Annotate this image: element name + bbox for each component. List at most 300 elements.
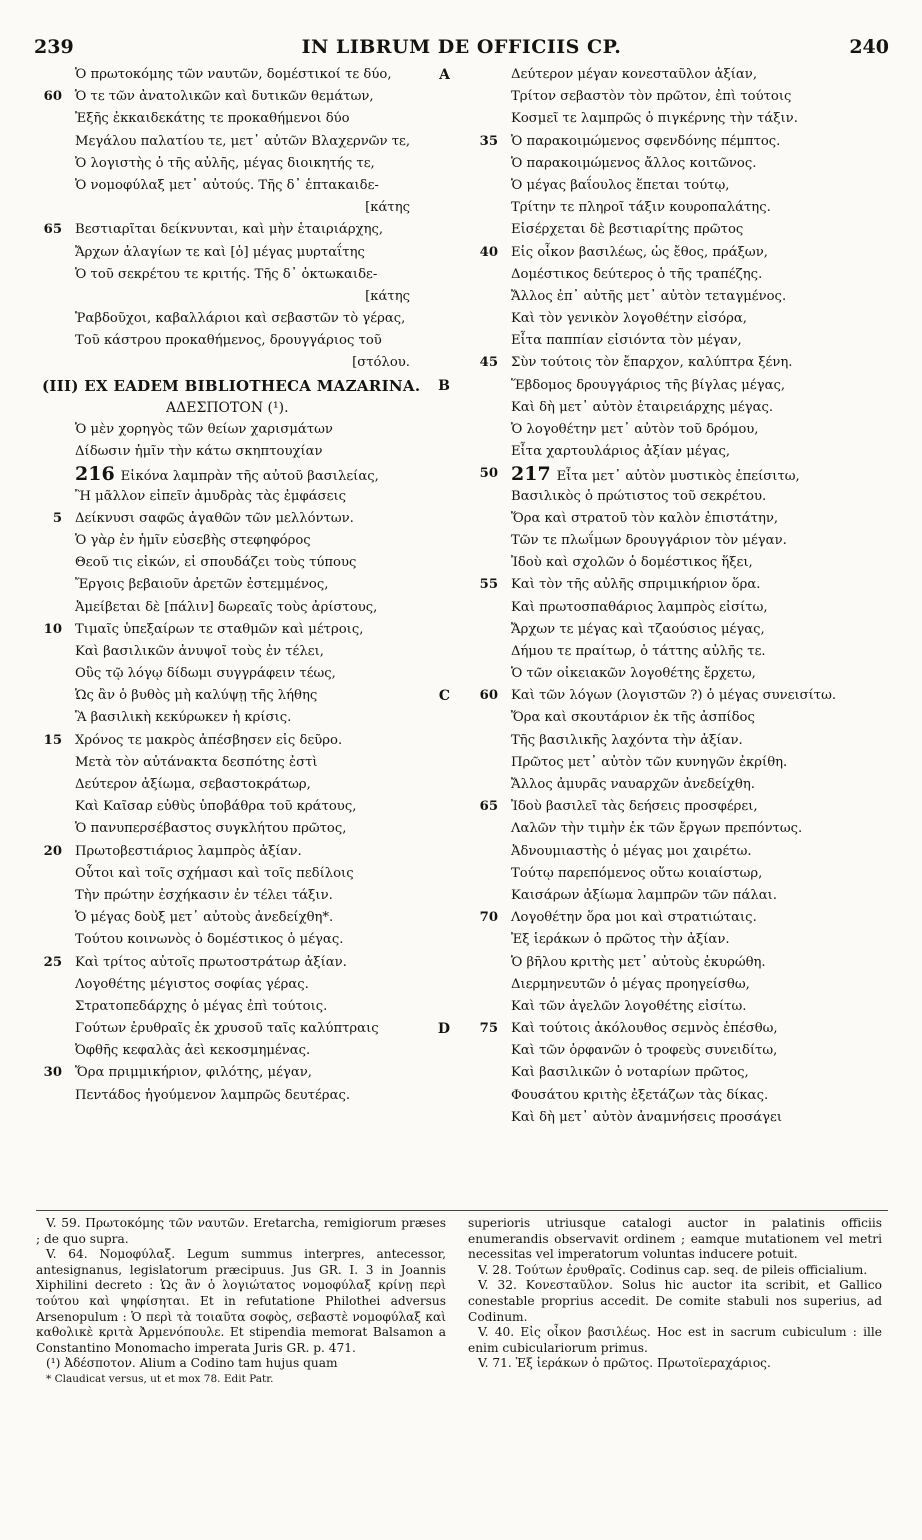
- verse-line: [38, 441, 450, 463]
- verse-text: [75, 64, 392, 86]
- verse-line: [38, 197, 450, 219]
- verse-line: [474, 153, 884, 175]
- verse-words: Ὁ πανυπερσέβαστος συγκλήτου πρῶτος,: [75, 821, 347, 837]
- verse-words: Ὁ πρωτοκόμης τῶν ναυτῶν, δομέστικοί τε δύο,: [75, 67, 392, 82]
- verse-line: [38, 730, 450, 752]
- verse-text: [511, 397, 773, 419]
- verse-words: Χρόνος τε μακρὸς ἀπέσβησεν εἰς δεῦρο.: [75, 732, 343, 748]
- verse-line: [474, 685, 884, 707]
- verse-text: [511, 486, 766, 508]
- verse-line: [474, 863, 884, 885]
- verse-line: [38, 286, 450, 308]
- margin-letter: C: [438, 688, 450, 705]
- verse-text: [511, 574, 760, 596]
- verse-text: [75, 131, 410, 153]
- verse-line: [38, 219, 450, 241]
- running-title: IN LIBRUM DE OFFICIIS CP.: [301, 36, 622, 58]
- verse-text: [75, 974, 309, 996]
- line-number: 60: [479, 688, 498, 704]
- verse-line: [38, 952, 450, 974]
- verse-text: [511, 907, 757, 929]
- verse-line: [474, 219, 884, 241]
- verse-words: Ἄρχων τε μέγας καὶ τζαούσιος μέγας,: [511, 621, 765, 637]
- verse-words: Ὁ μέγας δοὺξ μετ᾽ αὐτοὺς ἀνεδείχθη*.: [75, 910, 334, 926]
- verse-words: Εἰς οἶκον βασιλέως, ὡς ἔθος, πράξων,: [511, 244, 768, 260]
- line-number: 50: [479, 466, 498, 482]
- verse-line: [474, 1018, 884, 1040]
- right-notes: [468, 1216, 882, 1372]
- verse-line: [474, 419, 884, 441]
- page-header: [34, 36, 889, 60]
- verse-line: [38, 463, 450, 485]
- verse-line: [474, 996, 884, 1018]
- verse-line: [38, 397, 450, 419]
- verse-line: [474, 641, 884, 663]
- verse-words: Καὶ βασιλικῶν ἀνυψοῖ τοὺς ἐν τέλει,: [75, 643, 324, 659]
- verse-line: [38, 419, 450, 441]
- verse-text: [511, 685, 836, 707]
- edition-page-marker: 216: [75, 463, 115, 486]
- right-verse-column: [474, 64, 884, 1129]
- verse-line: [474, 352, 884, 374]
- verse-words: (III) EX EADEM BIBLIOTHECA MAZARINA.: [42, 376, 421, 395]
- verse-words: Ὡς ἂν ὁ βυθὸς μὴ καλύψῃ τῆς λήθης: [75, 688, 318, 704]
- note: V. 40. Εἰς οἶκον βασιλέως. Hoc est in sacrum cubiculum : ille enim cubiculariorum primus.: [468, 1325, 882, 1355]
- verse-words: Τιμαῖς ὑπεξαίρων τε σταθμῶν καὶ μέτροις,: [75, 621, 364, 637]
- verse-text: [511, 863, 762, 885]
- verse-words: Πρῶτος μετ᾽ αὐτὸν τῶν κυνηγῶν ἐκρίθη.: [511, 754, 788, 770]
- verse-text: [511, 308, 747, 330]
- verse-line: [38, 308, 450, 330]
- verse-line: [38, 486, 450, 508]
- verse-line: [474, 330, 884, 352]
- verse-line: [474, 1107, 884, 1129]
- verse-words: [στόλου.: [352, 355, 410, 371]
- verse-words: Καὶ τούτοις ἀκόλουθος σεμνὸς ἑπέσθω,: [511, 1021, 778, 1037]
- verse-words: Τούτῳ παρεπόμενος οὕτω κοιαίστωρ,: [511, 865, 763, 881]
- verse-line: [474, 197, 884, 219]
- line-number: 65: [43, 222, 62, 238]
- verse-line: [38, 663, 450, 685]
- verse-line: [38, 375, 450, 397]
- verse-text: [511, 131, 780, 153]
- verse-text: [511, 441, 730, 463]
- verse-line: [474, 397, 884, 419]
- verse-words: Θεοῦ τις εἰκών, εἰ σπουδάζει τοὺς τύπους: [75, 555, 357, 571]
- note: V. 32. Κονεσταῦλον. Solus hic auctor ita scribit, et Gallico conestable proprius accedit. De comite stabuli nos superius, ad Codinum.: [468, 1278, 882, 1324]
- edition-page-marker: 217: [511, 463, 551, 486]
- verse-line: [474, 242, 884, 264]
- verse-words: Καὶ βασιλικῶν ὁ νοταρίων πρῶτος,: [511, 1065, 749, 1081]
- verse-text: [75, 663, 336, 685]
- verse-words: Κοσμεῖ τε λαμπρῶς ὁ πιγκέρνης τὴν τάξιν.: [511, 111, 798, 127]
- verse-text: [75, 175, 379, 197]
- verse-words: Στρατοπεδάρχης ὁ μέγας ἐπὶ τούτοις.: [75, 998, 328, 1014]
- line-number: 75: [479, 1021, 498, 1037]
- note: V. 71. Ἐξ ἱεράκων ὁ πρῶτος. Πρωτοϊεραχάριος.: [478, 1356, 771, 1371]
- verse-words: Ὁ λογιστὴς ὁ τῆς αὐλῆς, μέγας διοικητής τε,: [75, 155, 375, 171]
- verse-line: [474, 707, 884, 729]
- verse-text: [75, 1040, 310, 1062]
- verse-words: Ὀφθῆς κεφαλὰς ἀεὶ κεκοσμημένας.: [75, 1043, 311, 1059]
- verse-words: Ῥαβδοῦχοι, καβαλλάριοι καὶ σεβαστῶν τὸ γέρας,: [75, 311, 406, 327]
- verse-line: [474, 264, 884, 286]
- verse-words: Δεύτερον μέγαν κονεσταῦλον ἀξίαν,: [511, 67, 758, 82]
- verse-text: [75, 597, 377, 619]
- verse-text: [511, 1062, 749, 1084]
- verse-text: [511, 242, 768, 264]
- verse-text: [365, 286, 410, 308]
- line-number: 15: [43, 732, 62, 748]
- verse-text: [75, 486, 346, 508]
- line-number: 10: [43, 621, 62, 637]
- verse-text: [511, 952, 766, 974]
- verse-text: [75, 885, 333, 907]
- verse-line: [474, 108, 884, 130]
- verse-words: Οὓς τῷ λόγῳ δίδωμι συγγράφειν τέως,: [75, 666, 336, 682]
- verse-words: Σὺν τούτοις τὸν ἔπαρχον, καλύπτρα ξένη.: [511, 355, 793, 371]
- verse-text: [75, 441, 323, 463]
- verse-text: [511, 219, 743, 241]
- verse-words: Τὴν πρώτην ἐσχήκασιν ἐν τέλει τάξιν.: [75, 887, 333, 903]
- note: V. 59. Πρωτοκόμης τῶν ναυτῶν. Eretarcha, remigiorum præses ; de quo supra.: [36, 1216, 446, 1246]
- verse-line: [474, 597, 884, 619]
- left-notes: [36, 1216, 446, 1388]
- verse-line: [474, 286, 884, 308]
- verse-text: [75, 730, 342, 752]
- verse-text: [511, 597, 768, 619]
- verse-text: [75, 641, 324, 663]
- verse-text: [511, 197, 771, 219]
- verse-text: [511, 286, 786, 308]
- verse-line: [38, 885, 450, 907]
- verse-line: [474, 974, 884, 996]
- line-number: 60: [43, 89, 62, 105]
- verse-words: Καὶ τὸν τῆς αὐλῆς σπριμικήριον ὅρα.: [511, 577, 761, 593]
- verse-words: Καὶ Καῖσαρ εὐθὺς ὑποβάθρα τοῦ κράτους,: [75, 799, 357, 815]
- verse-text: [511, 929, 730, 951]
- verse-words: Δεύτερον ἀξίωμα, σεβαστοκράτωρ,: [75, 777, 311, 792]
- verse-text: [75, 530, 311, 552]
- verse-words: Λαλῶν τὴν τιμὴν ἐκ τῶν ἔργων πρεπόντως.: [511, 821, 803, 837]
- verse-words: ΑΔΕΣΠΟΤΟΝ (¹).: [166, 399, 289, 416]
- verse-line: [38, 597, 450, 619]
- verse-text: [75, 552, 356, 574]
- verse-text: [511, 1040, 777, 1062]
- verse-text: [511, 86, 791, 108]
- verse-text: [511, 818, 802, 840]
- verse-words: Εἰκόνα λαμπρὰν τῆς αὐτοῦ βασιλείας,: [120, 469, 379, 485]
- verse-words: Καὶ τῶν ἀγελῶν λογοθέτης εἰσίτω.: [511, 998, 747, 1014]
- verse-line: [38, 131, 450, 153]
- verse-line: [474, 885, 884, 907]
- verse-words: Εἶτα παππίαν εἰσιόντα τὸν μέγαν,: [511, 333, 742, 349]
- line-number: 35: [479, 133, 498, 149]
- verse-words: Εἶτα χαρτουλάριος ἀξίαν μέγας,: [511, 444, 731, 460]
- verse-words: Δομέστικος δεύτερος ὁ τῆς τραπέζης.: [511, 266, 763, 282]
- verse-text: [511, 352, 793, 374]
- verse-line: [474, 1040, 884, 1062]
- verse-line: [38, 929, 450, 951]
- verse-text: [75, 308, 405, 330]
- verse-words: Καὶ πρωτοσπαθάριος λαμπρὸς εἰσίτω,: [511, 599, 768, 615]
- verse-words: Ὁ τοῦ σεκρέτου τε κριτής. Τῆς δ᾽ ὀκτωκαιδε-: [75, 266, 378, 282]
- verse-line: [474, 175, 884, 197]
- verse-line: [38, 863, 450, 885]
- verse-words: Λογοθέτης μέγιστος σοφίας γέρας.: [75, 976, 309, 992]
- verse-line: [474, 929, 884, 951]
- note: superioris utriusque catalogi auctor in palatinis officiis enumerandis observavit ordinem ; eamque mutationem vel metri necessitas vel imperatorum voluntas inducere potuit.: [468, 1216, 882, 1262]
- verse-text: [75, 219, 383, 241]
- line-number: 70: [479, 910, 498, 926]
- verse-text: [75, 242, 365, 264]
- verse-line: [38, 108, 450, 130]
- verse-text: [511, 375, 785, 397]
- verse-words: Ὁ μέγας βαΐουλος ἕπεται τούτῳ,: [511, 177, 730, 193]
- note: (¹) Ἀδέσποτον. Alium a Codino tam hujus quam: [46, 1356, 338, 1371]
- verse-words: [κάτης: [365, 288, 410, 304]
- verse-text: [75, 796, 356, 818]
- verse-line: [474, 663, 884, 685]
- verse-text: [75, 707, 291, 729]
- verse-line: [474, 441, 884, 463]
- verse-text: [75, 907, 333, 929]
- verse-words: Ἄλλος ἀμυρᾶς ναυαρχῶν ἀνεδείχθη.: [511, 777, 755, 792]
- verse-text: [75, 752, 318, 774]
- verse-text: [511, 508, 778, 530]
- verse-words: Τρίτην τε πληροῖ τάξιν κουροπαλάτης.: [511, 200, 771, 216]
- verse-line: [38, 641, 450, 663]
- verse-text: [75, 153, 375, 175]
- verse-words: Φουσάτου κριτὴς ἐξετάζων τὰς δίκας.: [511, 1087, 769, 1103]
- verse-words: Ὁ μὲν χορηγὸς τῶν θείων χαρισμάτων: [75, 422, 333, 437]
- verse-line: [474, 952, 884, 974]
- verse-words: Ἐξῆς ἐκκαιδεκάτης τε προκαθήμενοι δύο: [75, 111, 350, 127]
- verse-line: [38, 1062, 450, 1084]
- verse-line: [38, 153, 450, 175]
- verse-text: [75, 841, 302, 863]
- verse-line: [38, 64, 450, 86]
- verse-words: Ὅρα καὶ σκουτάριον ἐκ τῆς ἀσπίδος: [511, 710, 755, 726]
- verse-line: [38, 685, 450, 707]
- verse-words: Ἄρχων ἀλαγίων τε καὶ [ὁ] μέγας μυρταΐτης: [75, 244, 365, 260]
- verse-text: [511, 885, 777, 907]
- verse-line: [38, 242, 450, 264]
- verse-words: Διερμηνευτῶν ὁ μέγας προηγείσθω,: [511, 976, 750, 992]
- line-number: 5: [52, 510, 62, 526]
- verse-line: [38, 996, 450, 1018]
- verse-words: Ἔργοις βεβαιοῦν ἀρετῶν ἐστεμμένος,: [75, 577, 329, 593]
- verse-line: [474, 796, 884, 818]
- verse-line: [474, 486, 884, 508]
- verse-text: [511, 264, 762, 286]
- verse-line: [474, 508, 884, 530]
- verse-line: [474, 530, 884, 552]
- verse-text: [75, 264, 377, 286]
- verse-text: [75, 463, 379, 485]
- verse-words: Ὁ γὰρ ἐν ἡμῖν εὐσεβὴς στεφηφόρος: [75, 532, 311, 548]
- verse-words: Εἶτα μετ᾽ αὐτὸν μυστικὸς ἐπείσιτω,: [556, 469, 800, 485]
- verse-line: [474, 619, 884, 641]
- verse-words: Ἕβδομος δρουγγάριος τῆς βίγλας μέγας,: [511, 377, 786, 393]
- verse-text: [75, 818, 346, 840]
- line-number: 40: [479, 244, 498, 260]
- verse-words: Καὶ τὸν γενικὸν λογοθέτην εἰσόρα,: [511, 311, 747, 327]
- verse-text: [511, 1018, 778, 1040]
- verse-text: [75, 685, 317, 707]
- verse-words: Πρωτοβεστιάριος λαμπρὸς ἀξίαν.: [75, 843, 302, 859]
- verse-text: [511, 153, 756, 175]
- verse-text: [511, 707, 755, 729]
- verse-text: [511, 663, 756, 685]
- verse-text: [75, 1085, 350, 1107]
- verse-words: Πεντάδος ἡγούμενον λαμπρῶς δευτέρας.: [75, 1087, 351, 1103]
- verse-text: [75, 619, 363, 641]
- verse-line: [38, 841, 450, 863]
- left-verse-column: [38, 64, 450, 1107]
- line-number: 30: [43, 1065, 62, 1081]
- verse-words: [κάτης: [365, 200, 410, 216]
- verse-words: Δείκνυσι σαφῶς ἀγαθῶν τῶν μελλόντων.: [75, 510, 354, 526]
- verse-words: Καὶ δὴ μετ᾽ αὐτὸν ἑταιρειάρχης μέγας.: [511, 399, 774, 415]
- verse-line: [474, 752, 884, 774]
- verse-text: [75, 330, 382, 352]
- verse-text: [75, 574, 328, 596]
- verse-words: Καὶ τῶν λόγων (λογιστῶν ?) ὁ μέγας συνεισίτω.: [511, 688, 837, 704]
- verse-words: Ὁ παρακοιμώμενος ἄλλος κοιτῶνος.: [511, 155, 757, 171]
- verse-line: [38, 1040, 450, 1062]
- verse-text: [75, 86, 374, 108]
- verse-words: Ὁ νομοφύλαξ μετ᾽ αὐτούς. Τῆς δ᾽ ἑπτακαιδε-: [75, 177, 379, 193]
- verse-text: [511, 552, 753, 574]
- verse-words: Ὁ τε τῶν ἀνατολικῶν καὶ δυτικῶν θεμάτων,: [75, 89, 374, 105]
- verse-text: [75, 996, 327, 1018]
- verse-line: [38, 707, 450, 729]
- verse-line: [38, 552, 450, 574]
- verse-text: [511, 619, 765, 641]
- verse-words: Δίδωσιν ἡμῖν τὴν κάτω σκηπτουχίαν: [75, 444, 323, 460]
- verse-text: [511, 841, 752, 863]
- verse-text: [511, 974, 750, 996]
- verse-words: Οὗτοι καὶ τοῖς σχήμασι καὶ τοῖς πεδίλοις: [75, 865, 354, 881]
- verse-text: [365, 197, 410, 219]
- verse-words: Ἀμείβεται δὲ [πάλιν] δωρεαῖς τοὺς ἀρίστους,: [75, 599, 378, 615]
- verse-line: [38, 86, 450, 108]
- verse-line: [38, 1085, 450, 1107]
- verse-text: [511, 108, 798, 130]
- verse-text: [75, 108, 350, 130]
- verse-text: [511, 752, 787, 774]
- verse-words: Τοῦ κάστρου προκαθήμενος, δρουγγάριος τοῦ: [75, 333, 382, 349]
- verse-words: Μετὰ τὸν αὐτάνακτα δεσπότης ἐστὶ: [75, 754, 318, 770]
- verse-text: [511, 796, 758, 818]
- verse-line: [474, 1062, 884, 1084]
- verse-line: [38, 774, 450, 796]
- verse-words: Καισάρων ἀξίωμα λαμπρῶν τῶν πάλαι.: [511, 887, 777, 903]
- verse-text: [75, 863, 354, 885]
- verse-words: Τρίτον σεβαστὸν τὸν πρῶτον, ἐπὶ τούτοις: [511, 89, 792, 105]
- verse-line: [474, 574, 884, 596]
- verse-text: [75, 1018, 379, 1040]
- verse-words: Ἰδοὺ βασιλεῖ τὰς δεήσεις προσφέρει,: [511, 799, 758, 815]
- verse-line: [38, 175, 450, 197]
- verse-line: [38, 530, 450, 552]
- verse-line: [38, 574, 450, 596]
- verse-words: Ὁ παρακοιμώμενος σφενδόνης πέμπτος.: [511, 133, 781, 149]
- verse-line: [38, 264, 450, 286]
- verse-line: [38, 974, 450, 996]
- verse-text: [511, 1107, 782, 1129]
- verse-line: [474, 774, 884, 796]
- verse-line: [474, 841, 884, 863]
- line-number: 65: [479, 799, 498, 815]
- footnote: * Claudicat versus, ut et mox 78. Edit Patr.: [46, 1372, 274, 1385]
- line-number: 25: [43, 954, 62, 970]
- margin-letter: A: [439, 67, 450, 83]
- line-number: 20: [43, 843, 62, 859]
- verse-text: [75, 952, 347, 974]
- verse-words: Ἢ μᾶλλον εἰπεῖν ἀμυδρὰς τὰς ἐμφάσεις: [75, 488, 347, 504]
- verse-line: [474, 375, 884, 397]
- verse-line: [474, 818, 884, 840]
- verse-words: Ὁ τῶν οἰκειακῶν λογοθέτης ἔρχετω,: [511, 666, 756, 682]
- verse-words: Ἄλλος ἐπ᾽ αὐτῆς μετ᾽ αὐτὸν τεταγμένος.: [511, 288, 787, 304]
- page-number-left: 239: [34, 36, 74, 58]
- verse-words: Μεγάλου παλατίου τε, μετ᾽ αὐτῶν Βλαχερνῶν τε,: [75, 133, 411, 149]
- verse-words: Ὁ βῆλου κριτὴς μετ᾽ αὐτοὺς ἐκυρώθη.: [511, 954, 766, 970]
- verse-words: Βεστιαρῖται δείκνυνται, καὶ μὴν ἑταιριάρχης,: [75, 222, 384, 238]
- verse-line: [474, 463, 884, 485]
- verse-text: [75, 419, 333, 441]
- note: V. 28. Τούτων ἐρυθραῖς. Codinus cap. seq. de pileis officialium.: [478, 1262, 868, 1277]
- verse-text: [75, 774, 311, 796]
- page-number-right: 240: [849, 36, 889, 58]
- verse-line: [38, 907, 450, 929]
- verse-line: [38, 330, 450, 352]
- verse-line: [474, 1085, 884, 1107]
- verse-line: [474, 64, 884, 86]
- verse-words: Γούτων ἐρυθραῖς ἐκ χρυσοῦ ταῖς καλύπτραις: [75, 1021, 379, 1037]
- verse-line: [38, 352, 450, 374]
- verse-words: Ὁ λογοθέτην μετ᾽ αὐτὸν τοῦ δρόμου,: [511, 422, 759, 437]
- verse-text: [75, 1062, 312, 1084]
- verse-text: [42, 375, 420, 397]
- verse-text: [166, 397, 289, 419]
- verse-text: [352, 352, 410, 374]
- margin-letter: D: [437, 1021, 450, 1038]
- verse-words: Καὶ δὴ μετ᾽ αὐτὸν ἀναμνήσεις προσάγει: [511, 1109, 783, 1125]
- verse-words: Ὅρα πριμμικήριον, φιλότης, μέγαν,: [75, 1065, 312, 1081]
- verse-words: Ἀδνουμιαστὴς ὁ μέγας μοι χαιρέτω.: [511, 843, 752, 859]
- verse-text: [511, 1085, 768, 1107]
- verse-words: Ἃ βασιλικὴ κεκύρωκεν ἡ κρίσις.: [75, 710, 292, 726]
- verse-text: [511, 330, 742, 352]
- verse-text: [75, 508, 354, 530]
- verse-text: [511, 730, 743, 752]
- verse-text: [511, 64, 757, 86]
- verse-text: [511, 774, 755, 796]
- verse-text: [511, 419, 758, 441]
- line-number: 55: [479, 577, 498, 593]
- verse-words: Ὅρα καὶ στρατοῦ τὸν καλὸν ἐπιστάτην,: [511, 510, 779, 526]
- verse-words: Τούτου κοινωνὸς ὁ δομέστικος ὁ μέγας.: [75, 932, 344, 948]
- verse-line: [474, 552, 884, 574]
- verse-words: Τῶν τε πλωΐμων δρουγγάριον τὸν μέγαν.: [511, 532, 787, 548]
- verse-words: Εἰσέρχεται δὲ βεστιαρίτης πρῶτος: [511, 222, 744, 238]
- verse-words: Λογοθέτην ὅρα μοι καὶ στρατιώταις.: [511, 910, 757, 926]
- margin-letter: B: [438, 377, 450, 394]
- verse-line: [38, 508, 450, 530]
